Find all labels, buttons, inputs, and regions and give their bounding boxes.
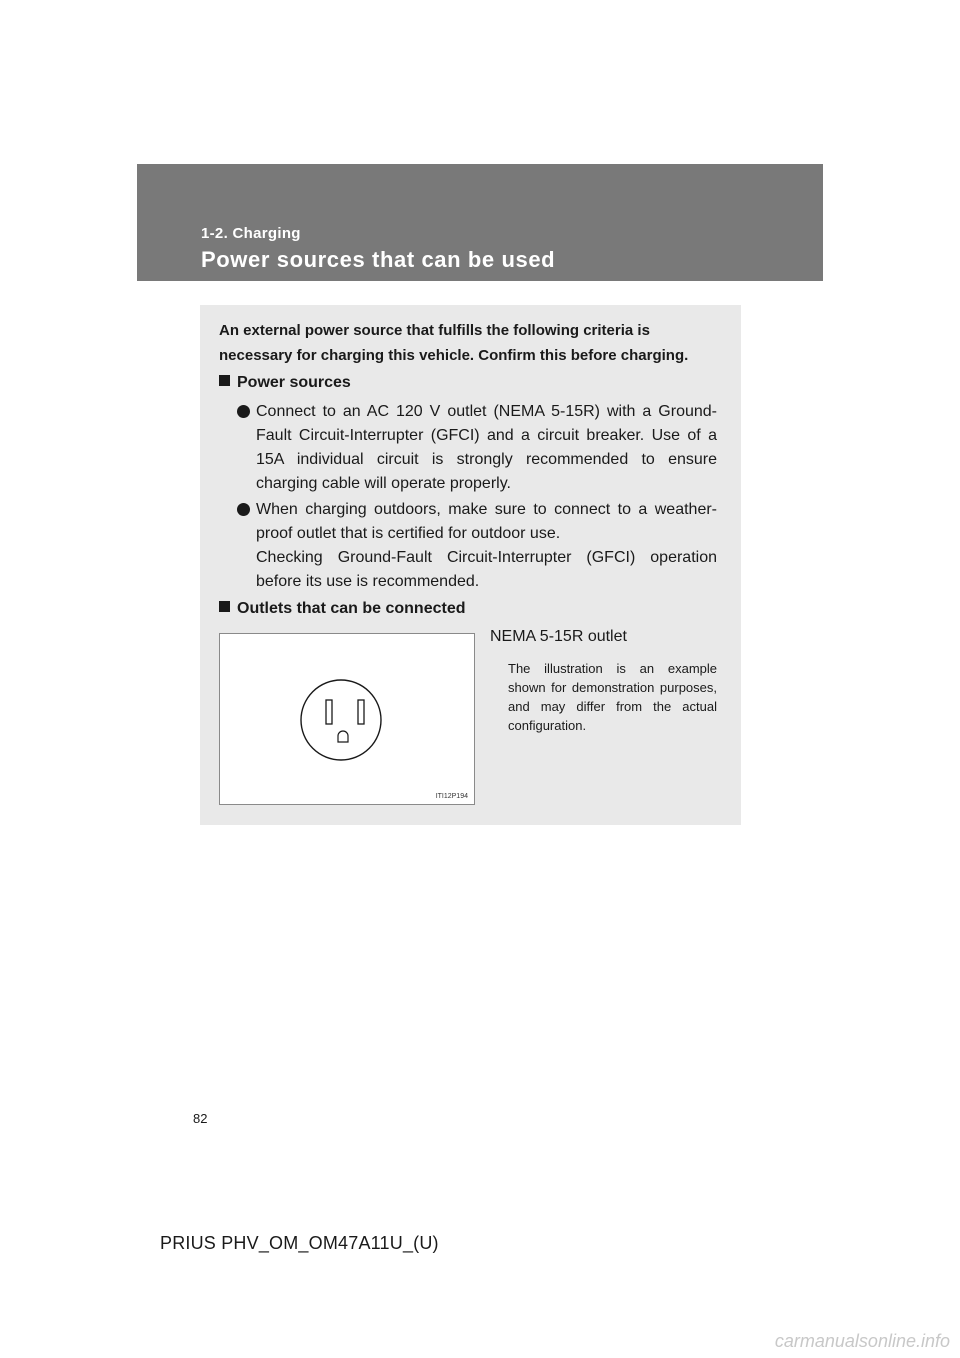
bullet-dot-icon: [237, 405, 250, 418]
bullet-text: Connect to an AC 120 V outlet (NEMA 5-15R) with a Ground-Fault Circuit-Interrupter (GFCI) and a circuit breaker. Use of a 15A individual circuit is strongly recommended to ensure charging cable will operate properly.: [256, 403, 717, 492]
page-title: Power sources that can be used: [201, 247, 556, 272]
bullet-text: When charging outdoors, make sure to connect to a weather-proof outlet that is certified for outdoor use.: [256, 501, 717, 542]
list-item: [237, 498, 717, 594]
square-bullet-icon: [219, 601, 230, 612]
square-bullet-icon: [219, 375, 230, 386]
document-id: PRIUS PHV_OM_OM47A11U_(U): [160, 1233, 439, 1253]
watermark: carmanualsonline.info: [774, 1331, 950, 1351]
outlets-heading-label: Outlets that can be connected: [237, 600, 466, 617]
caption-note: The illustration is an example shown for demonstration purposes, and may differ from the actual configuration.: [508, 661, 717, 733]
bullet-note: Checking Ground-Fault Circuit-Interrupter (GFCI) operation before its use is recommended.: [256, 549, 717, 590]
caption-title: NEMA 5-15R outlet: [490, 628, 627, 645]
list-item: [237, 400, 717, 496]
illustration-id: ITI12P194: [435, 793, 468, 800]
power-sources-heading-label: Power sources: [237, 374, 351, 391]
outlet-illustration: [219, 633, 475, 805]
chapter-header: [137, 164, 823, 281]
bullet-dot-icon: [237, 503, 250, 516]
content-panel: [200, 305, 741, 825]
page-number: 82: [193, 1111, 208, 1126]
outlets-heading: [219, 600, 465, 618]
section-label: 1-2. Charging: [201, 225, 301, 242]
intro-paragraph: An external power source that fulfills the following criteria is necessary for charging this vehicle. Confirm this before charging.: [219, 322, 689, 364]
nema-outlet-icon: [220, 634, 474, 804]
power-sources-heading: [219, 374, 351, 392]
